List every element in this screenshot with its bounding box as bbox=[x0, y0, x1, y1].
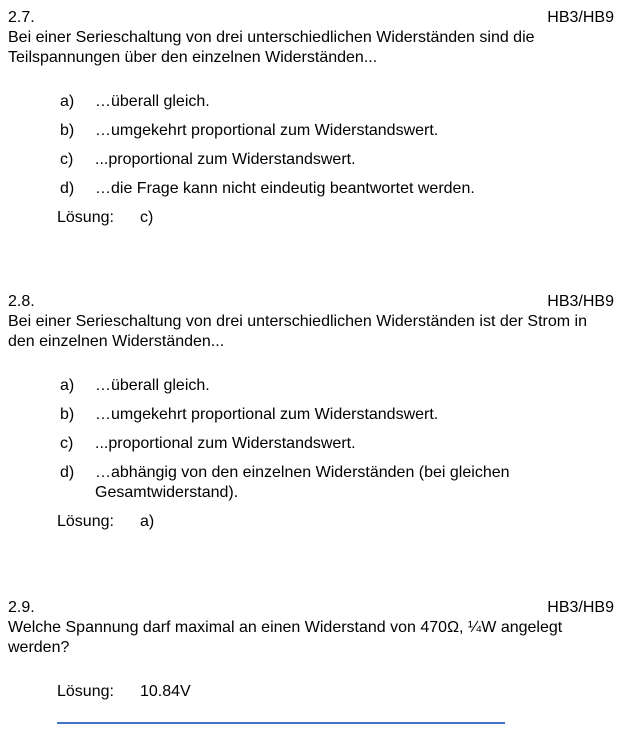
option-text: …überall gleich. bbox=[95, 93, 210, 110]
options-list bbox=[8, 92, 614, 199]
solution-row bbox=[8, 208, 614, 228]
solution-label: Lösung: bbox=[57, 209, 114, 226]
option-row-d bbox=[8, 179, 614, 199]
option-label: a) bbox=[60, 93, 75, 110]
option-text: ...proportional zum Widerstandswert. bbox=[95, 151, 356, 168]
option-row-c bbox=[8, 150, 614, 170]
solution-value: 10.84V bbox=[140, 683, 191, 700]
solution-row bbox=[8, 682, 614, 702]
option-row-a bbox=[8, 92, 614, 112]
option-label: a) bbox=[60, 377, 75, 394]
option-row-c bbox=[8, 434, 614, 454]
option-row-b bbox=[8, 121, 614, 141]
question-section-2-8 bbox=[8, 292, 614, 532]
question-number: 2.8. bbox=[8, 293, 35, 310]
question-tag: HB3/HB9 bbox=[547, 9, 614, 26]
option-row-b bbox=[8, 405, 614, 425]
option-label: c) bbox=[60, 151, 74, 168]
question-text: Bei einer Serieschaltung von drei unterschiedlichen Widerständen sind die Teilspannungen über den einzelnen Widerständen... bbox=[8, 29, 535, 66]
question-number: 2.7. bbox=[8, 9, 35, 26]
option-text: …die Frage kann nicht eindeutig beantwortet werden. bbox=[95, 180, 475, 197]
option-text: …überall gleich. bbox=[95, 377, 210, 394]
question-section-2-7 bbox=[8, 8, 614, 228]
option-label: c) bbox=[60, 435, 74, 452]
question-tag: HB3/HB9 bbox=[547, 599, 614, 616]
footer-divider-line bbox=[57, 722, 505, 724]
question-text: Bei einer Serieschaltung von drei unterschiedlichen Widerständen ist der Strom in den einzelnen Widerständen... bbox=[8, 313, 587, 350]
solution-row bbox=[8, 512, 614, 532]
question-header bbox=[8, 292, 614, 312]
option-row-a bbox=[8, 376, 614, 396]
solution-value: c) bbox=[140, 209, 154, 226]
question-section-2-9 bbox=[8, 598, 614, 702]
option-text: …umgekehrt proportional zum Widerstandswert. bbox=[95, 406, 439, 423]
option-text: …umgekehrt proportional zum Widerstandswert. bbox=[95, 122, 439, 139]
question-number: 2.9. bbox=[8, 599, 35, 616]
question-header bbox=[8, 8, 614, 28]
solution-value: a) bbox=[140, 513, 155, 530]
question-text: Welche Spannung darf maximal an einen Widerstand von 470Ω, ¼W angelegt werden? bbox=[8, 619, 563, 656]
option-label: d) bbox=[60, 464, 75, 481]
solution-label: Lösung: bbox=[57, 513, 114, 530]
options-list bbox=[8, 376, 614, 503]
question-tag: HB3/HB9 bbox=[547, 293, 614, 310]
option-text: ...proportional zum Widerstandswert. bbox=[95, 435, 356, 452]
option-text: …abhängig von den einzelnen Widerständen (bei gleichen Gesamtwiderstand). bbox=[95, 464, 510, 501]
option-label: b) bbox=[60, 122, 75, 139]
option-label: d) bbox=[60, 180, 75, 197]
option-label: b) bbox=[60, 406, 75, 423]
question-header bbox=[8, 598, 614, 618]
option-row-d bbox=[8, 463, 614, 503]
solution-label: Lösung: bbox=[57, 683, 114, 700]
